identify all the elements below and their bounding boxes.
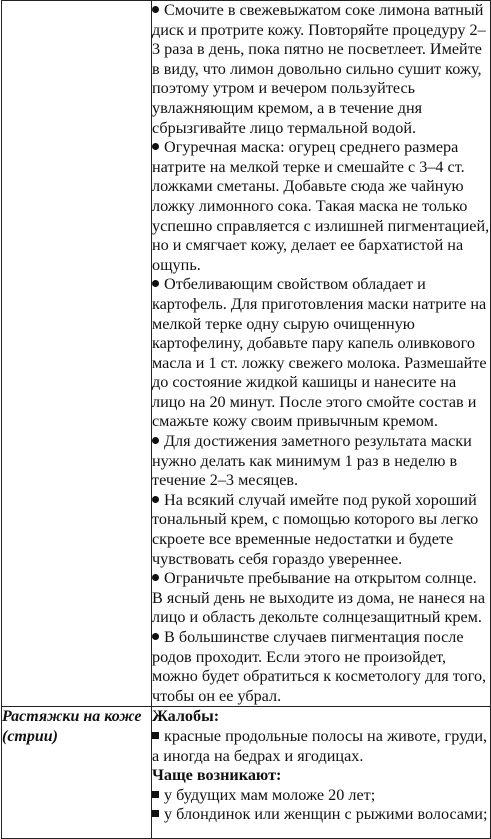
bullet-icon [152, 574, 159, 581]
square-bullet-icon [152, 791, 159, 798]
bullet-icon [152, 496, 159, 503]
list-item: Отбеливающим свойством обладает и картофель. Для приготовления маски натрите на мелкой терке одну сырую очищенную картофелину, добавьте пару капель оливкового масла и 1 ст. ложку свежего молока. Размешайте до состояние жидкой кашицы и нанесите на лицо на 20 минут. После этого смойте состав и смажьте кожу своим привычным кремом. [152, 275, 487, 431]
symptoms-cell [152, 707, 491, 839]
square-bullet-icon [152, 732, 159, 739]
list-item: Ограничьте пребывание на открытом солнце. В ясный день не выходите из дома, не нанеся на лицо и область декольте солнцезащитный крем. [152, 569, 486, 627]
advice-cell [152, 1, 491, 707]
square-bullet-icon [152, 810, 159, 817]
bullet-icon [152, 633, 159, 640]
bullet-icon [152, 143, 159, 150]
term-cell [2, 707, 152, 839]
list-item: у блондинок или женщин с рыжими волосами; [152, 805, 490, 825]
table-row [2, 1, 491, 707]
remedies-table [1, 0, 491, 839]
bullet-icon [152, 280, 159, 287]
complaints-heading: Жалобы: [152, 707, 220, 726]
list-item: Для достижения заметного результата маски нужно делать как минимум 1 раз в неделю в течение 2–3 месяцев. [152, 432, 472, 490]
bullet-icon [152, 6, 159, 13]
list-item: Смочите в свежевыжатом соке лимона ватный диск и протрите кожу. Повторяйте процедуру 2–3 раза в день, пока пятно не посветлеет. Имейте в виду, что лимон довольно сильно сушит кожу, поэтому утром и вечером пользуйтесь увлажняющим кремом, а в течение дня сбрызгивайте лицо термальной водой. [152, 1, 486, 137]
list-item: В большинстве случаев пигментация после родов проходит. Если этого не произойдет, можно будет обратиться к косметологу для того, чтобы он ее убрал. [152, 628, 487, 705]
table-row [2, 707, 491, 839]
list-item: Огуречная маска: огурец среднего размера натрите на мелкой терке и смешайте с 3–4 ст. ложками сметаны. Добавьте сюда же чайную ложку лимонного сока. Такая маска не только успешно справляется с излишней пигментацией, но и смягчает кожу, делает ее бархатистой на ощупь. [152, 138, 490, 274]
list-item: у будущих мам моложе 20 лет; [152, 786, 490, 806]
list-item: На всякий случай имейте под рукой хороший тональный крем, с помощью которого вы легко скроете все временные недостатки и будете чувствовать себя гораздо увереннее. [152, 490, 479, 568]
bullet-icon [152, 437, 159, 444]
list-item: красные продольные полосы на животе, груди, а иногда на бедрах и ягодицах. [152, 726, 488, 765]
occurs-heading: Чаще возникают: [152, 766, 282, 785]
term-title: Растяжки на коже (стрии) [2, 708, 142, 745]
empty-term-cell [2, 1, 152, 707]
